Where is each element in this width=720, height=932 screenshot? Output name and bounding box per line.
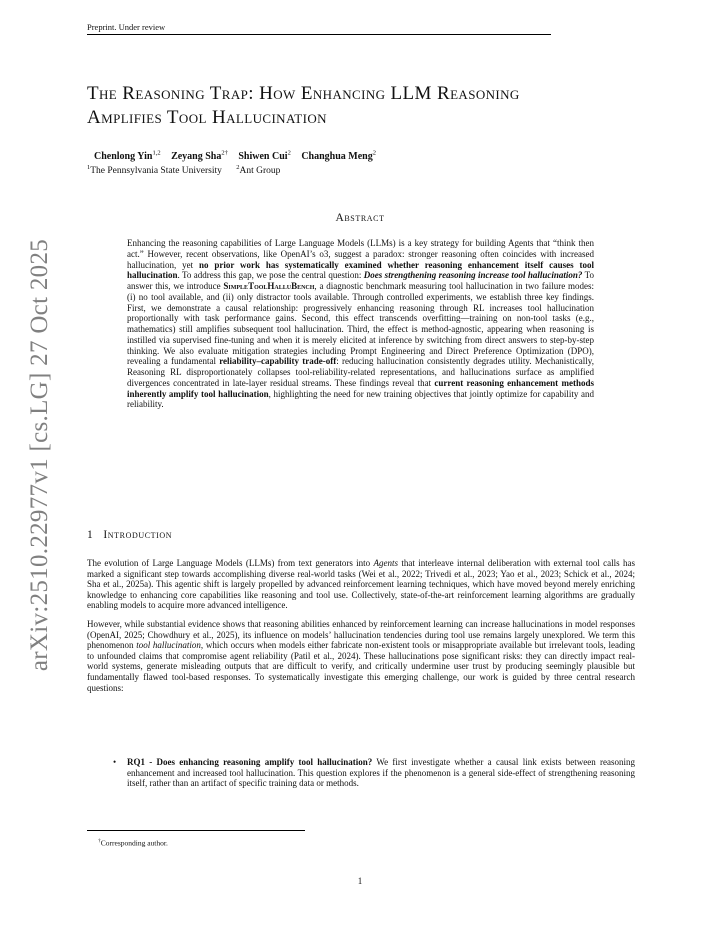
title-line-1: The Reasoning Trap: How Enhancing LLM Reasoning (87, 83, 520, 104)
intro-paragraph-1: The evolution of Large Language Models (LLMs) from text generators into Agents that interleave internal deliberation with external tool calls has marked a significant step towards accomplishing diverse real-world tasks (Wei et al., 2022; Trivedi et al., 2023; Yao et al., 2023; Schick et al., 2024; Sha et al., 2025a). This agentic shift is largely propelled by advanced reinforcement learning techniques, which have moved beyond merely enriching knowledge to enhancing core capabilities like reasoning and tool use. Collectively, state-of-the-art reinforcement learning algorithms are gradually enabling models to acquire more advanced intelligence. (87, 558, 635, 611)
affiliation: $^2$Ant Group (236, 164, 281, 177)
author: Chenlong Yin$^{1,2}$ (94, 150, 161, 163)
abstract-body: Enhancing the reasoning capabilities of Large Language Models (LLMs) is a key strategy for building Agents that “think then act.” However, recent observations, like OpenAI’s o3, suggest a paradox: stronger reasoning often coincides with increased hallucination, yet no prior work has systematically examined whether reasoning enhancement itself causes tool hallucination. To address this gap, we pose the central question: Does strengthening reasoning increase tool hallucination? To answer this, we introduce SimpleToolHalluBench, a diagnostic benchmark measuring tool hallucination in two failure modes: (i) no tool available, and (ii) only distractor tools available. Through controlled experiments, we establish three key findings. First, we demonstrate a causal relationship: progressively enhancing reasoning through RL increases tool hallucination proportionally with task performance gains. Second, this effect transcends overfitting—training on non-tool tasks (e.g., mathematics) still amplifies subsequent tool hallucination. Third, the effect is method-agnostic, appearing when reasoning is instilled via supervised fine-tuning and when it is merely elicited at inference by switching from direct answers to step-by-step thinking. We also evaluate mitigation strategies including Prompt Engineering and Direct Preference Optimization (DPO), revealing a fundamental reliability–capability trade-off: reducing hallucination consistently degrades utility. Mechanistically, Reasoning RL disproportionately collapses tool-reliability-related representations, and hallucinations surface as amplified divergences concentrated in late-layer residual streams. These findings reveal that current reasoning enhancement methods inherently amplify tool hallucination, highlighting the need for new training objectives that jointly optimize for capability and reliability. (127, 238, 594, 410)
arxiv-stamp: arXiv:2510.22977v1 [cs.LG] 27 Oct 2025 (26, 238, 53, 672)
header-rule (87, 34, 551, 35)
footnote: †Corresponding author. (98, 838, 168, 848)
title-line-2: Amplifies Tool Hallucination (87, 107, 327, 128)
author: Changhua Meng$^2$ (301, 150, 376, 163)
author-list (94, 150, 384, 162)
author: Shiwen Cui$^2$ (238, 150, 291, 163)
bullet-marker: • (113, 757, 117, 767)
section-heading: 1 Introduction (87, 529, 173, 541)
intro-paragraph-2: However, while substantial evidence shows that reasoning abilities enhanced by reinforcement learning can increase hallucinations in model responses (OpenAI, 2025; Chowdhury et al., 2025), its influence on models’ hallucination tendencies during tool use remains largely unexplored. We term this phenomenon tool hallucination, which occurs when models either fabricate non-existent tools or misappropriate available but irrelevant tools, leading to unfounded claims that compromise agent reliability (Patil et al., 2024). These hallucinations pose significant risks: they can directly impact real-world systems, generate misleading outputs that are difficult to verify, and critically undermine user trust by producing seemingly plausible but fundamentally flawed tool-based responses. To systematically investigate this emerging challenge, our work is guided by three central research questions: (87, 619, 635, 693)
research-question-item: • RQ1 - Does enhancing reasoning amplify tool hallucination? We first investigate whether a causal link exists between reasoning enhancement and increased tool hallucination. This question explores if the phenomenon is a general side-effect of strengthening reasoning itself, rather than an artifact of specific training data or methods. (113, 757, 635, 789)
paper-title (87, 82, 647, 130)
page-number: 1 (357, 876, 363, 886)
affiliation: $^1$The Pennsylvania State University (87, 164, 222, 177)
affiliations (87, 164, 280, 176)
running-header: Preprint. Under review (87, 22, 166, 32)
footnote-rule (87, 830, 305, 831)
author: Zeyang Sha$^{2\dagger}$ (171, 150, 228, 163)
abstract-heading: Abstract (335, 212, 385, 224)
